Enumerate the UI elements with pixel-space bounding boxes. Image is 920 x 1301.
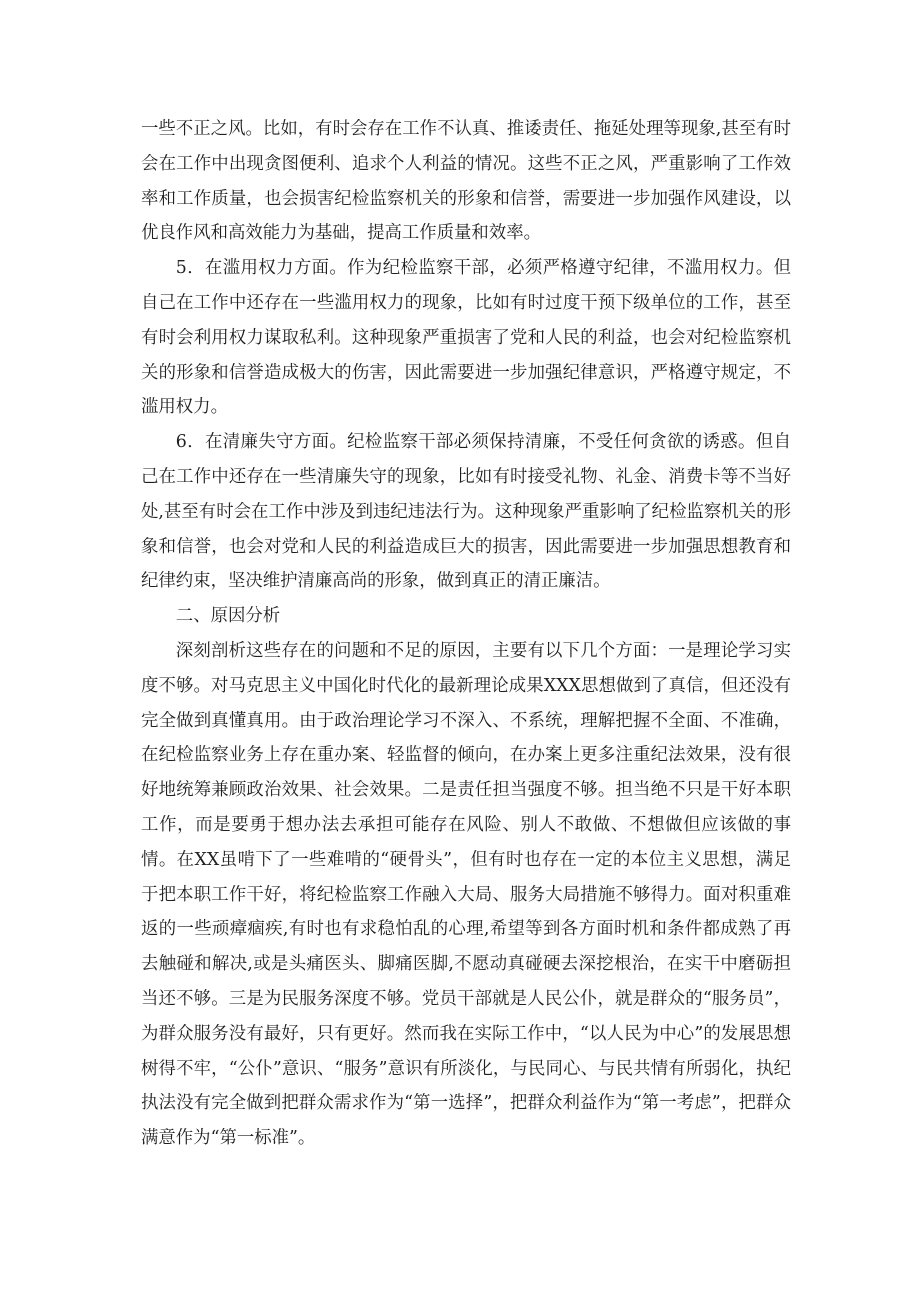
- paragraph-item-6: 6．在清廉失守方面。纪检监察干部必须保持清廉，不受任何贪欲的诱惑。但自己在工作中还存在一些清廉失守的现象，比如有时接受礼物、礼金、消费卡等不当好处,甚至有时会在工作中涉及到违纪违法行为。这种现象严重影响了纪检监察机关的形象和信誉，也会对党和人民的利益造成巨大的损害，因此需要进一步加强思想教育和纪律约束，坚决维护清廉高尚的形象，做到真正的清正廉洁。: [141, 432, 791, 592]
- paragraph-item-5: 5．在滥用权力方面。作为纪检监察干部，必须严格遵守纪律，不滥用权力。但自己在工作中还存在一些滥用权力的现象，比如有时过度干预下级单位的工作，甚至有时会利用权力谋取私利。这种现象严重损害了党和人民的利益，也会对纪检监察机关的形象和信誉造成极大的伤害，因此需要进一步加强纪律意识，严格遵守规定，不滥用权力。: [141, 258, 791, 418]
- paragraph-continuation: 一些不正之风。比如，有时会存在工作不认真、推诿责任、拖延处理等现象,甚至有时会在工作中出现贪图便利、追求个人利益的情况。这些不正之风，严重影响了工作效率和工作质量，也会损害纪检监察机关的形象和信誉，需要进一步加强作风建设，以优良作风和高效能力为基础，提高工作质量和效率。: [141, 119, 791, 244]
- paragraph-cause-analysis: 深刻剖析这些存在的问题和不足的原因，主要有以下几个方面：一是理论学习实度不够。对马克思主义中国化时代化的最新理论成果XXX思想做到了真信，但还没有完全做到真懂真用。由于政治理论学习不深入、不系统，理解把握不全面、不准确，在纪检监察业务上存在重办案、轻监督的倾向，在办案上更多注重纪法效果，没有很好地统筹兼顾政治效果、社会效果。二是责任担当强度不够。担当绝不只是干好本职工作，而是要勇于想办法去承担可能存在风险、别人不敢做、不想做但应该做的事情。在XX虽啃下了一些难啃的“硬骨头”，但有时也存在一定的本位主义思想，满足于把本职工作干好，将纪检监察工作融入大局、服务大局措施不够得力。面对积重难返的一些顽瘴痼疾,有时也有求稳怕乱的心理,希望等到各方面时机和条件都成熟了再去触碰和解决,或是头痛医头、脚痛医脚,不愿动真碰硬去深挖根治，在实干中磨砺担当还不够。三是为民服务深度不够。党员干部就是人民公仆，就是群众的“服务员”，为群众服务没有最好，只有更好。然而我在实际工作中，“以人民为中心”的发展思想树得不牢，“公仆”意识、“服务”意识有所淡化，与民同心、与民共情有所弱化，执纪执法没有完全做到把群众需求作为“第一选择”，把群众利益作为“第一考虑”，把群众满意作为“第一标准”。: [141, 640, 791, 1149]
- section-heading-cause-analysis: 二、原因分析: [175, 606, 281, 627]
- document-page: [141, 112, 791, 1156]
